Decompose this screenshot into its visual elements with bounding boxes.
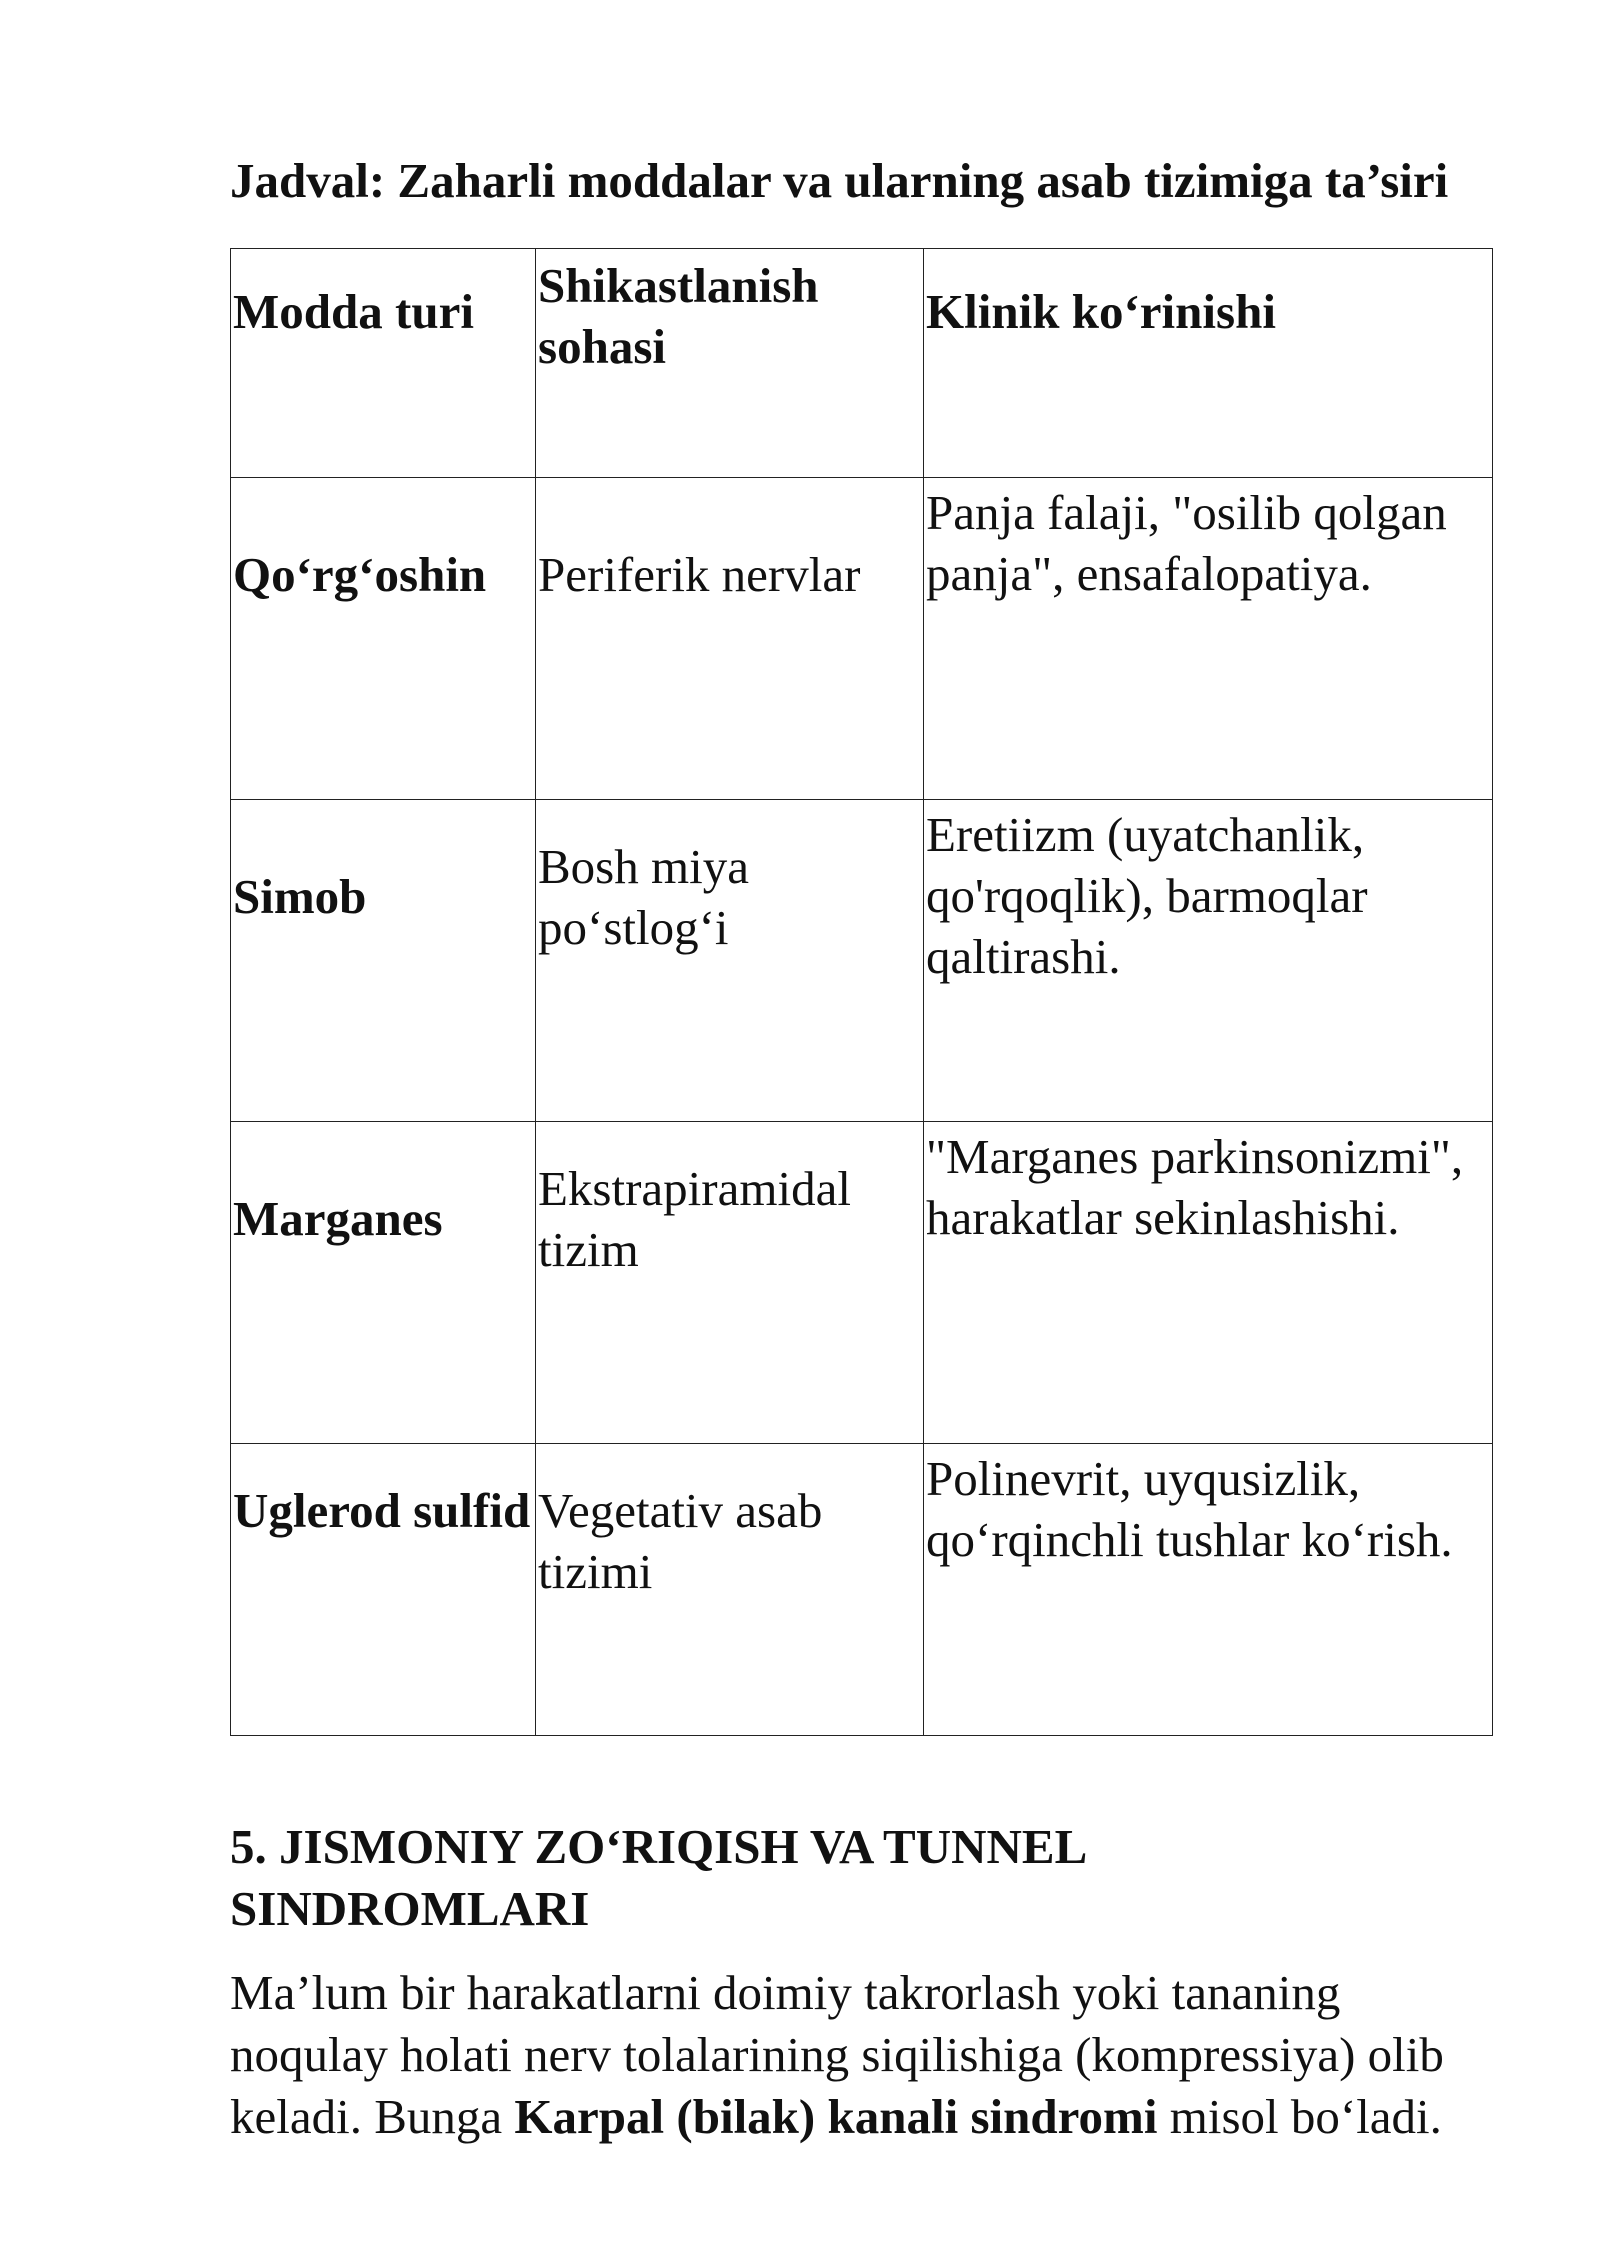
table-row bbox=[231, 800, 1493, 1122]
paragraph-text-end: misol bo‘ladi. bbox=[1157, 2089, 1442, 2144]
header-clinical-picture: Klinik ko‘rinishi bbox=[924, 249, 1493, 478]
document-page bbox=[230, 150, 1492, 2148]
table-row bbox=[231, 478, 1493, 800]
toxic-substances-table bbox=[230, 248, 1493, 1736]
cell-substance: Qo‘rg‘oshin bbox=[231, 478, 536, 800]
table-row bbox=[231, 1444, 1493, 1736]
header-substance-type: Modda turi bbox=[231, 249, 536, 478]
cell-clinical: Eretiizm (uyatchanlik, qo'rqoqlik), barmoqlar qaltirashi. bbox=[924, 800, 1493, 1122]
cell-area: Ekstrapiramidal tizim bbox=[536, 1122, 924, 1444]
table-row bbox=[231, 1122, 1493, 1444]
header-damage-area: Shikastlanish sohasi bbox=[536, 249, 924, 478]
paragraph-bold-term: Karpal (bilak) kanali sindromi bbox=[514, 2089, 1158, 2144]
section-paragraph bbox=[230, 1962, 1492, 2148]
cell-area: Periferik nervlar bbox=[536, 478, 924, 800]
cell-substance: Marganes bbox=[231, 1122, 536, 1444]
cell-clinical: "Marganes parkinsonizmi", harakatlar sekinlashishi. bbox=[924, 1122, 1493, 1444]
cell-area: Vegetativ asab tizimi bbox=[536, 1444, 924, 1736]
table-header-row bbox=[231, 249, 1493, 478]
cell-substance: Uglerod sulfid bbox=[231, 1444, 536, 1736]
cell-substance: Simob bbox=[231, 800, 536, 1122]
cell-clinical: Panja falaji, "osilib qolgan panja", ensafalopatiya. bbox=[924, 478, 1493, 800]
cell-area: Bosh miya po‘stlog‘i bbox=[536, 800, 924, 1122]
cell-clinical: Polinevrit, uyqusizlik, qo‘rqinchli tushlar ko‘rish. bbox=[924, 1444, 1493, 1736]
paragraph-text-start: Ma’lum bir harakatlarni doimiy takrorlash yoki tananing noqulay holati nerv tolalarining siqilishiga (kompressiya) olib keladi. Bunga bbox=[230, 1965, 1444, 2144]
section-heading: 5. JISMONIY ZO‘RIQISH VA TUNNEL SINDROMLARI bbox=[230, 1819, 1085, 1936]
table-title: Jadval: Zaharli moddalar va ularning asab tizimiga ta’siri bbox=[230, 153, 1449, 208]
